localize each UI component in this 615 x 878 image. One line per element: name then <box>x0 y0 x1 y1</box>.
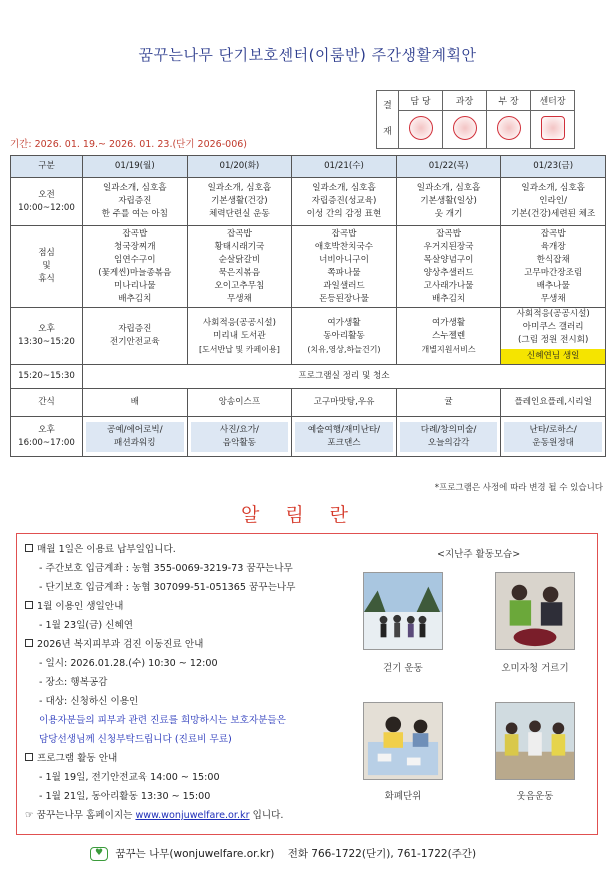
checkbox-icon <box>25 601 33 609</box>
photo-caption: 걷기 운동 <box>383 663 423 674</box>
header-category: 구분 <box>11 156 83 178</box>
lunch-menu-cell: 잡곡밥 청국장찌개 임연수구이 (꽃게씬)마늘종볶음 미나리나물 배추김치 <box>83 226 188 308</box>
row-label-cleanup: 15:20~15:30 <box>11 365 83 389</box>
photo-caption: 웃음운동 <box>516 791 554 802</box>
checkbox-icon <box>25 753 33 761</box>
seal-stamp <box>487 111 531 149</box>
activity-photo-currency <box>363 702 443 780</box>
club-activity-cell: 난타/로하스/ 운동원정대 <box>501 417 606 457</box>
club-activity-cell: 다례/창의미술/ 오늘의감각 <box>396 417 501 457</box>
checkbox-icon <box>25 544 33 552</box>
photos-title: <지난주 활동모습> <box>437 549 521 560</box>
row-label-lunch: 점심 및 휴식 <box>11 226 83 308</box>
homepage-link[interactable]: www.wonjuwelfare.or.kr <box>135 810 250 821</box>
clinic-note: 이용자분들의 피부과 관련 진료를 희망하시는 보호자분들은 <box>39 715 286 726</box>
club-activity-cell: 공예/에어로빅/ 패션과워킹 <box>83 417 188 457</box>
approval-side-label: 결 재 <box>377 91 399 149</box>
homepage-line: ☞ 꿈꾸는나무 홈페이지는 www.wonjuwelfare.or.kr 입니다. <box>25 810 284 821</box>
approval-stamp-table <box>376 90 575 149</box>
row-label-afternoon: 오후 13:30~15:20 <box>11 308 83 365</box>
row-label-late-afternoon: 오후 16:00~17:00 <box>11 417 83 457</box>
morning-cell: 일과소개, 심호흡 인라인/ 기본(건강)세련된 체조 <box>501 178 606 226</box>
seal-stamp <box>399 111 443 149</box>
header-day: 01/21(수) <box>292 156 397 178</box>
footer <box>90 846 476 861</box>
activity-photo-laughter <box>495 702 575 780</box>
schedule-footnote: *프로그램은 사정에 따라 변경 될 수 있습니다 <box>434 483 603 493</box>
club-activity-cell: 예술여행/재미난타/ 포크댄스 <box>292 417 397 457</box>
afternoon-cell: 자립증진 전기안전교육 <box>83 308 188 365</box>
approval-role: 부 장 <box>487 91 531 111</box>
lunch-menu-cell: 잡곡밥 육개장 한식잡채 고무마간장조림 배추나물 무생채 <box>501 226 606 308</box>
program-line: - 1월 19일, 전기안전교육 14:00 ~ 15:00 <box>39 772 220 783</box>
clinic-target: - 대상: 신청하신 이용인 <box>39 696 139 707</box>
seal-stamp <box>443 111 487 149</box>
program-line: - 1월 21일, 동아리활동 13:30 ~ 15:00 <box>39 791 211 802</box>
notice-title: 알림란 <box>240 504 375 526</box>
checkbox-icon <box>25 639 33 647</box>
lunch-menu-cell: 잡곡밥 애호박찬치국수 너비아니구이 쪽파나물 과일샐러드 돈등된장나물 <box>292 226 397 308</box>
lunch-menu-cell: 잡곡밥 황태시래기국 순살닭갈비 묵은지볶음 오이고추무침 무생채 <box>187 226 292 308</box>
snack-cell: 플레인요플레,시리얼 <box>501 389 606 417</box>
photo-caption: 오미자청 거르기 <box>501 663 569 674</box>
approval-role: 과장 <box>443 91 487 111</box>
notice-text: 매월 1일은 이용료 납부일입니다. - 주간보호 입금계좌 : 농협 355-0069-3219-73 꿈꾸는나무 - 단기보호 입금계좌 : 농협 307099-51-051365 꿈꾸는나무 1월 이용인 생일안내 - 1월 23일(금) 신혜연 2026년 복지피부과 검진 이동진료 안내 - 일시: 2026.01.28.(수) 10:30 ~ 12:00 - 장소: 행복공감 - 대상: 신청하신 이용인 이용자분들의 피부과 관련 진료를 희망하시는 보호자분들은 담당선생님께 신청부탁드립니다 (진료비 무료) 프로그램 활동 안내 - 1월 19일, 전기안전교육 14:00 ~ 15:00 - 1월 21일, 동아리활동 13:30 ~ 15:00 ☞ 꿈꾸는나무 홈페이지는 www.wonjuwelfare.or.kr 입니다. <box>25 540 375 825</box>
footer-org: 꿈꾸는 나무(wonjuwelfare.or.kr) <box>115 848 275 860</box>
birthday-highlight: 신혜연님 생일 <box>501 349 605 364</box>
photo-caption: 화폐단위 <box>384 791 422 802</box>
lunch-menu-cell: 잡곡밥 우거지된장국 목살양념구이 양상추샐러드 고사래가나물 배추김치 <box>396 226 501 308</box>
afternoon-cell: 여가생활 스누젤렌 개별지원서비스 <box>396 308 501 365</box>
afternoon-cell: 여가생활 동아리활동 (치유,영상,하늘건기) <box>292 308 397 365</box>
snack-cell: 귤 <box>396 389 501 417</box>
morning-cell: 일과소개, 심호흡 기본생활(건강) 체력단련실 운동 <box>187 178 292 226</box>
page-title: 꿈꾸는나무 단기보호센터(이룸반) 주간생활계획안 <box>138 46 477 64</box>
seal-stamp <box>531 111 575 149</box>
morning-cell: 일과소개, 심호흡 자립증진(성교육) 이성 간의 감정 표현 <box>292 178 397 226</box>
account-line: - 단기보호 입금계좌 : 농협 307099-51-051365 꿈꾸는나무 <box>39 582 296 593</box>
clinic-date: - 일시: 2026.01.28.(수) 10:30 ~ 12:00 <box>39 658 218 669</box>
clinic-place: - 장소: 행복공감 <box>39 677 108 688</box>
afternoon-cell: 사회적응(공공시설) 아미쿠스 갤러리 (그림 정원 전시회) 신혜연님 생일 <box>501 308 606 365</box>
club-activity-cell: 사진/요가/ 음악활동 <box>187 417 292 457</box>
row-label-snack: 간식 <box>11 389 83 417</box>
notice-box <box>16 533 598 835</box>
weekly-schedule-table <box>10 155 606 457</box>
dream-tree-logo-icon: ♥ <box>90 847 108 861</box>
activity-photo-walking <box>363 572 443 650</box>
footer-phone: 전화 766-1722(단기), 761-1722(주간) <box>287 848 477 860</box>
morning-cell: 일과소개, 심호흡 자립증진 한 주를 여는 아침 <box>83 178 188 226</box>
row-label-morning: 오전 10:00~12:00 <box>11 178 83 226</box>
afternoon-cell: 사회적응(공공시설) 미리내 도서관 [도서반납 및 카페이용] <box>187 308 292 365</box>
approval-role: 센터장 <box>531 91 575 111</box>
header-day: 01/23(금) <box>501 156 606 178</box>
birthday-line: - 1월 23일(금) 신혜연 <box>39 620 134 631</box>
header-day: 01/20(화) <box>187 156 292 178</box>
clinic-note: 담당선생님께 신청부탁드립니다 (진료비 무료) <box>39 734 232 745</box>
snack-cell: 고구마맛탕,우유 <box>292 389 397 417</box>
header-day: 01/22(목) <box>396 156 501 178</box>
snack-cell: 앙송이스프 <box>187 389 292 417</box>
account-line: - 주간보호 입금계좌 : 농협 355-0069-3219-73 꿈꾸는나무 <box>39 563 293 574</box>
activity-photo-omija <box>495 572 575 650</box>
approval-role: 담 당 <box>399 91 443 111</box>
header-day: 01/19(월) <box>83 156 188 178</box>
morning-cell: 일과소개, 심호흡 기본생활(일상) 옷 개기 <box>396 178 501 226</box>
snack-cell: 배 <box>83 389 188 417</box>
cleanup-cell: 프로그램실 정리 및 청소 <box>83 365 606 389</box>
schedule-period: 기간: 2026. 01. 19.~ 2026. 01. 23.(단기 2026-006) <box>10 139 247 150</box>
